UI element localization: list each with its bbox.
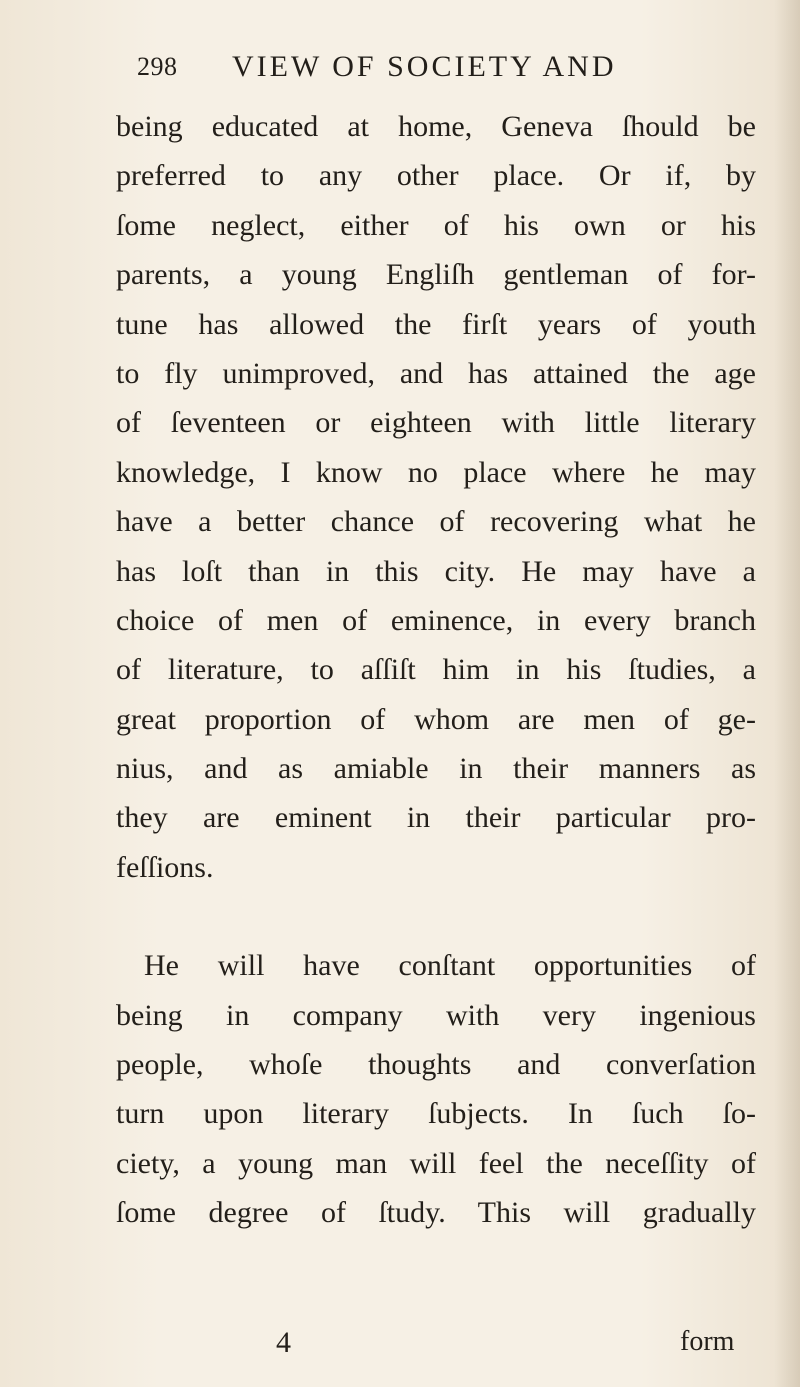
signature-mark: 4	[276, 1326, 291, 1359]
text-line: has loſt than in this city. He may have a	[116, 554, 756, 588]
text-line: they are eminent in their particular pro-	[116, 801, 756, 835]
text-line: knowledge, I know no place where he may	[116, 455, 756, 489]
text-line: being in company with very ingenious	[116, 998, 756, 1032]
text-line: choice of men of eminence, in every branch	[116, 603, 756, 637]
text-line: being educated at home, Geneva ſhould be	[116, 110, 756, 143]
text-line: ſome degree of ſtudy. This will gradually	[116, 1196, 756, 1230]
body-text	[116, 102, 756, 1238]
text-line: tune has allowed the firſt years of youth	[116, 307, 756, 341]
paragraph-2	[116, 941, 756, 1237]
text-line: to fly unimproved, and has attained the age	[116, 356, 756, 390]
text-line: turn upon literary ſubjects. In ſuch ſo-	[116, 1097, 756, 1131]
text-line: ſome neglect, either of his own or his	[116, 208, 756, 242]
page-header	[137, 52, 697, 102]
catchword: form	[680, 1326, 735, 1357]
text-line: ciety, a young man will feel the neceſſity of	[116, 1146, 756, 1180]
text-line: of ſeventeen or eighteen with little literary	[116, 406, 756, 440]
text-line: have a better chance of recovering what he	[116, 505, 756, 539]
text-line: nius, and as amiable in their manners as	[116, 752, 756, 786]
text-line: feſſions.	[116, 850, 214, 884]
text-line: preferred to any other place. Or if, by	[116, 159, 756, 193]
text-line: of literature, to aſſiſt him in his ſtudies, a	[116, 653, 756, 687]
paragraph-gap	[116, 892, 756, 941]
running-head: VIEW OF SOCIETY AND	[232, 50, 617, 83]
text-line: great proportion of whom are men of ge-	[116, 702, 756, 736]
page-footer	[0, 1326, 800, 1376]
text-line: people, whoſe thoughts and converſation	[116, 1048, 756, 1082]
page-number: 298	[137, 52, 178, 81]
text-line: parents, a young Engliſh gentleman of for-	[116, 258, 756, 292]
paragraph-1	[116, 102, 756, 892]
page-edge-shadow	[774, 0, 800, 1387]
text-line: He will have conſtant opportunities of	[144, 949, 756, 983]
